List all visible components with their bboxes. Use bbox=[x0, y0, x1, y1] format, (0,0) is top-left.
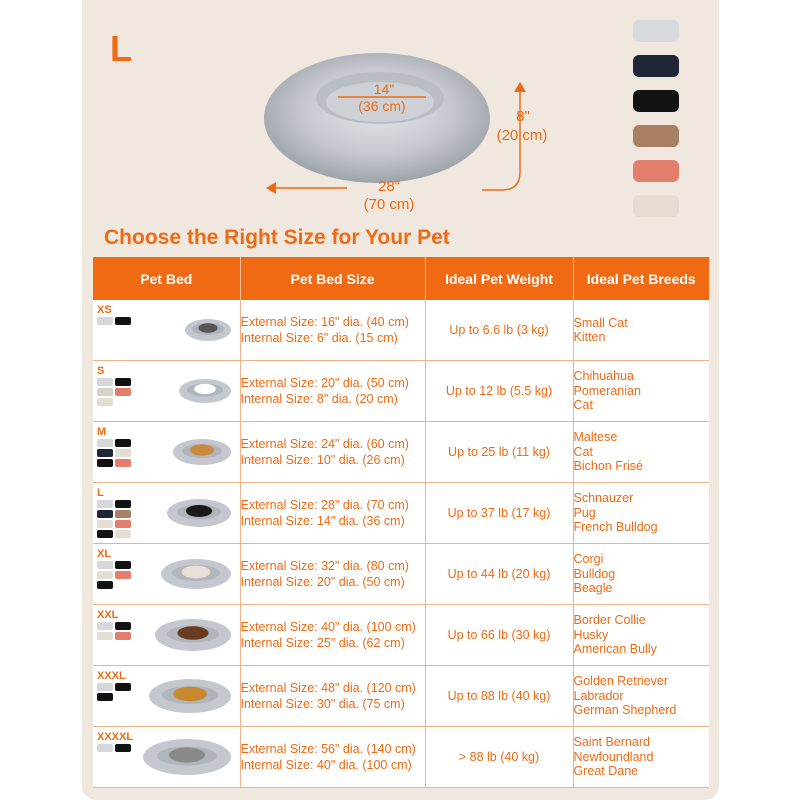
ideal-breeds-cell bbox=[573, 666, 709, 727]
table-row bbox=[93, 361, 709, 422]
header-pet-bed-size: Pet Bed Size bbox=[240, 257, 425, 300]
breed-name: Labrador bbox=[573, 688, 624, 703]
mini-color-swatch bbox=[115, 500, 131, 508]
mini-color-swatch bbox=[115, 459, 131, 467]
mini-color-swatch bbox=[115, 439, 131, 447]
pet-bed-cell bbox=[93, 300, 240, 361]
external-size: External Size: 16" dia. (40 cm) bbox=[240, 315, 409, 329]
hero-bed-diagram bbox=[82, 0, 719, 225]
mini-color-swatch bbox=[115, 632, 131, 640]
external-size: External Size: 24" dia. (60 cm) bbox=[240, 437, 409, 451]
pet-bed-cell bbox=[93, 544, 240, 605]
mini-color-swatch bbox=[115, 530, 131, 538]
internal-size: Internal Size: 30" dia. (75 cm) bbox=[240, 697, 405, 711]
mini-color-swatch bbox=[97, 683, 113, 691]
pet-bed-cell bbox=[93, 666, 240, 727]
pet-bed-size-cell bbox=[240, 666, 425, 727]
internal-size: Internal Size: 6" dia. (15 cm) bbox=[240, 331, 398, 345]
color-swatches bbox=[633, 20, 679, 230]
table-row bbox=[93, 483, 709, 544]
mini-color-swatch bbox=[115, 683, 131, 691]
pet-bed-size-cell bbox=[240, 544, 425, 605]
mini-color-swatch bbox=[115, 510, 131, 518]
color-swatch[interactable] bbox=[633, 90, 679, 112]
ideal-weight-cell: Up to 44 lb (20 kg) bbox=[425, 544, 573, 605]
color-swatch[interactable] bbox=[633, 160, 679, 182]
hero-height-cm: (20 cm) bbox=[496, 127, 548, 144]
breed-name: Small Cat bbox=[573, 315, 628, 330]
mini-color-swatches bbox=[97, 561, 133, 589]
breed-name: Chihuahua bbox=[573, 369, 634, 384]
breed-name: Newfoundland bbox=[573, 749, 654, 764]
size-label: XS bbox=[97, 304, 112, 316]
mini-color-swatch bbox=[97, 530, 113, 538]
external-size: External Size: 20" dia. (50 cm) bbox=[240, 376, 409, 390]
breed-name: Corgi bbox=[573, 552, 604, 567]
table-header-row bbox=[93, 257, 709, 300]
internal-size: Internal Size: 10" dia. (26 cm) bbox=[240, 453, 405, 467]
color-swatch[interactable] bbox=[633, 125, 679, 147]
breed-name: Border Collie bbox=[573, 613, 646, 628]
color-swatch[interactable] bbox=[633, 55, 679, 77]
color-swatch[interactable] bbox=[633, 20, 679, 42]
ideal-weight-cell: Up to 12 lb (5.5 kg) bbox=[425, 361, 573, 422]
breed-name: Cat bbox=[573, 444, 593, 459]
mini-color-swatch bbox=[115, 571, 131, 579]
size-letter: L bbox=[110, 28, 132, 69]
pet-bed-image bbox=[154, 618, 232, 652]
pet-bed-size-cell bbox=[240, 483, 425, 544]
table-row bbox=[93, 544, 709, 605]
ideal-weight-cell: Up to 66 lb (30 kg) bbox=[425, 605, 573, 666]
breed-name: Golden Retriever bbox=[573, 674, 668, 689]
size-table bbox=[93, 257, 709, 788]
ideal-breeds-cell bbox=[573, 422, 709, 483]
external-size: External Size: 32" dia. (80 cm) bbox=[240, 559, 409, 573]
mini-color-swatch bbox=[115, 449, 131, 457]
breed-name: Schnauzer bbox=[573, 491, 634, 506]
pet-bed-cell bbox=[93, 605, 240, 666]
pet-bed-size-cell bbox=[240, 300, 425, 361]
pet-bed-cell bbox=[93, 422, 240, 483]
header-ideal-pet-weight: Ideal Pet Weight bbox=[425, 257, 573, 300]
hero-internal-cm: (36 cm) bbox=[358, 98, 406, 114]
mini-color-swatches bbox=[97, 378, 133, 406]
mini-color-swatch bbox=[97, 622, 113, 630]
ideal-breeds-cell bbox=[573, 605, 709, 666]
mini-color-swatches bbox=[97, 622, 133, 640]
mini-color-swatch bbox=[97, 439, 113, 447]
size-label: XL bbox=[97, 548, 112, 560]
header-ideal-pet-breeds: Ideal Pet Breeds bbox=[573, 257, 709, 300]
table-row bbox=[93, 605, 709, 666]
pet-bed-image bbox=[160, 558, 232, 590]
pet-bed-image bbox=[172, 438, 232, 466]
mini-color-swatch bbox=[115, 561, 131, 569]
breed-name: Bulldog bbox=[573, 566, 616, 581]
size-chart-card bbox=[82, 0, 719, 800]
ideal-weight-cell: Up to 37 lb (17 kg) bbox=[425, 483, 573, 544]
external-size: External Size: 28" dia. (70 cm) bbox=[240, 498, 409, 512]
mini-color-swatch bbox=[115, 520, 131, 528]
mini-color-swatch bbox=[97, 693, 113, 701]
pet-bed-image bbox=[148, 678, 232, 714]
table-row bbox=[93, 422, 709, 483]
pet-bed-image bbox=[184, 318, 232, 342]
mini-color-swatches bbox=[97, 744, 133, 752]
breed-name: Great Dane bbox=[573, 764, 639, 779]
mini-color-swatch bbox=[97, 449, 113, 457]
breed-name: Maltese bbox=[573, 430, 618, 445]
hero-external-cm: (70 cm) bbox=[363, 196, 415, 213]
ideal-breeds-cell bbox=[573, 361, 709, 422]
ideal-breeds-cell bbox=[573, 544, 709, 605]
breed-name: Beagle bbox=[573, 581, 613, 596]
mini-color-swatches bbox=[97, 500, 133, 538]
size-label: XXL bbox=[97, 609, 119, 621]
table-row bbox=[93, 727, 709, 788]
external-size: External Size: 48" dia. (120 cm) bbox=[240, 681, 416, 695]
pet-bed-size-cell bbox=[240, 422, 425, 483]
size-label: M bbox=[97, 426, 107, 438]
mini-color-swatch bbox=[97, 561, 113, 569]
mini-color-swatch bbox=[97, 398, 113, 406]
pet-bed-size-cell bbox=[240, 361, 425, 422]
ideal-breeds-cell bbox=[573, 727, 709, 788]
ideal-weight-cell: Up to 6.6 lb (3 kg) bbox=[425, 300, 573, 361]
breed-name: American Bully bbox=[573, 642, 657, 657]
breed-name: Cat bbox=[573, 398, 593, 413]
mini-color-swatch bbox=[115, 378, 131, 386]
mini-color-swatch bbox=[97, 459, 113, 467]
size-label: L bbox=[97, 487, 104, 499]
breed-name: Bichon Frisé bbox=[573, 459, 643, 474]
internal-size: Internal Size: 8" dia. (20 cm) bbox=[240, 392, 398, 406]
external-size: External Size: 56" dia. (140 cm) bbox=[240, 742, 416, 756]
pet-bed-image bbox=[178, 378, 232, 404]
ideal-weight-cell: Up to 25 lb (11 kg) bbox=[425, 422, 573, 483]
ideal-breeds-cell bbox=[573, 483, 709, 544]
pet-bed-image bbox=[166, 498, 232, 528]
pet-bed-cell bbox=[93, 361, 240, 422]
size-label: S bbox=[97, 365, 105, 377]
table-row bbox=[93, 666, 709, 727]
size-label: XXXXL bbox=[97, 731, 134, 743]
mini-color-swatch bbox=[97, 317, 113, 325]
mini-color-swatch bbox=[97, 378, 113, 386]
pet-bed-size-cell bbox=[240, 605, 425, 666]
color-swatch[interactable] bbox=[633, 195, 679, 217]
breed-name: Kitten bbox=[573, 330, 606, 344]
mini-color-swatch bbox=[97, 388, 113, 396]
internal-size: Internal Size: 20" dia. (50 cm) bbox=[240, 575, 405, 589]
mini-color-swatches bbox=[97, 439, 133, 467]
mini-color-swatch bbox=[97, 744, 113, 752]
pet-bed-cell bbox=[93, 483, 240, 544]
mini-color-swatch bbox=[97, 500, 113, 508]
breed-name: Pomeranian bbox=[573, 383, 641, 398]
hero-internal-in: 14" bbox=[373, 81, 395, 97]
pet-bed-size-cell bbox=[240, 727, 425, 788]
mini-color-swatch bbox=[115, 388, 131, 396]
internal-size: Internal Size: 40" dia. (100 cm) bbox=[240, 758, 412, 772]
mini-color-swatch bbox=[97, 632, 113, 640]
mini-color-swatches bbox=[97, 317, 133, 325]
ideal-breeds-cell bbox=[573, 300, 709, 361]
mini-color-swatch bbox=[115, 317, 131, 325]
breed-name: German Shepherd bbox=[573, 703, 677, 718]
mini-color-swatch bbox=[97, 520, 113, 528]
header-pet-bed: Pet Bed bbox=[93, 257, 240, 300]
breed-name: Pug bbox=[573, 505, 596, 520]
pet-bed-cell bbox=[93, 727, 240, 788]
breed-name: Saint Bernard bbox=[573, 735, 650, 750]
internal-size: Internal Size: 25" dia. (62 cm) bbox=[240, 636, 405, 650]
size-label: XXXL bbox=[97, 670, 126, 682]
ideal-weight-cell: Up to 88 lb (40 kg) bbox=[425, 666, 573, 727]
mini-color-swatch bbox=[97, 581, 113, 589]
mini-color-swatch bbox=[115, 744, 131, 752]
external-size: External Size: 40" dia. (100 cm) bbox=[240, 620, 416, 634]
mini-color-swatch bbox=[115, 622, 131, 630]
breed-name: French Bulldog bbox=[573, 520, 658, 535]
internal-size: Internal Size: 14" dia. (36 cm) bbox=[240, 514, 405, 528]
section-heading: Choose the Right Size for Your Pet bbox=[104, 226, 450, 249]
mini-color-swatches bbox=[97, 683, 133, 701]
breed-name: Husky bbox=[573, 627, 609, 642]
mini-color-swatch bbox=[97, 510, 113, 518]
mini-color-swatch bbox=[97, 571, 113, 579]
ideal-weight-cell: > 88 lb (40 kg) bbox=[425, 727, 573, 788]
hero-height-in: 8" bbox=[516, 108, 530, 125]
hero-external-in: 28" bbox=[377, 178, 401, 195]
table-row bbox=[93, 300, 709, 361]
pet-bed-image bbox=[142, 738, 232, 776]
